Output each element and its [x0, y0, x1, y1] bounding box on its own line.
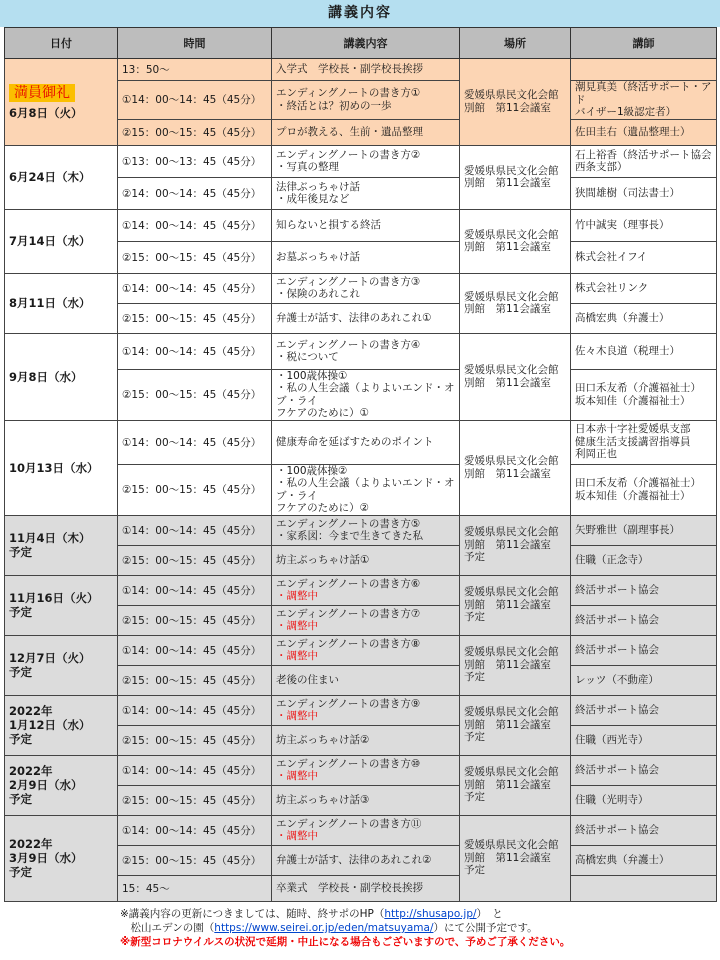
venue-line: 愛媛県県民文化会館: [464, 455, 559, 467]
date-text: 2月9日（水）: [9, 778, 83, 792]
session-time: ②15：00～15：45（45分）: [118, 369, 272, 420]
topic-line: ・終活とは？初めの一歩: [276, 99, 392, 112]
table-row: [5, 145, 717, 177]
lecturer-line: 住職（光明寺）: [575, 793, 649, 806]
session-venue: [460, 575, 571, 635]
topic-line: お墓ぶっちゃけ話: [276, 250, 360, 263]
session-time: ②15：00～15：45（45分）: [118, 303, 272, 333]
footer-text: ） と: [476, 908, 503, 920]
date-text: 2022年: [9, 764, 53, 778]
topic-line: ・成年後見など: [276, 193, 350, 205]
lecturer-line: 終活サポート協会: [575, 703, 659, 716]
lecturer-line: 佐田圭右（遺品整理士）: [575, 125, 691, 138]
lecturer-line: 坂本知佳（介護福祉士）: [575, 489, 691, 502]
table-row: [5, 59, 717, 81]
topic-line: ・税について: [276, 351, 339, 363]
table-row: [5, 815, 717, 845]
date-text: 11月4日（木）: [9, 531, 91, 545]
session-lecturer: [571, 303, 717, 333]
lecturer-line: 石上裕香（終活サポート協会: [575, 148, 712, 161]
session-time: ②15：00～15：45（45分）: [118, 241, 272, 273]
topic-line: ・家系図：今まで生きてきた私: [276, 530, 423, 542]
session-topic: [272, 755, 460, 785]
session-time: ①14：00～14：45（45分）: [118, 695, 272, 725]
session-venue: [460, 755, 571, 815]
venue-line: 愛媛県県民文化会館: [464, 646, 559, 659]
session-date: [5, 209, 118, 273]
venue-line: 別館 第11会議室: [464, 376, 551, 389]
session-topic: [272, 545, 460, 575]
session-time: ②15：00～15：45（45分）: [118, 725, 272, 755]
session-topic: [272, 845, 460, 875]
lecturer-line: 健康生活支援講習指導員: [575, 435, 691, 448]
footer-text: 松山エデンの園（: [120, 922, 215, 934]
topic-line: エンディングノートの書き方⑩: [276, 757, 421, 770]
topic-line: 健康寿命を延ばすためのポイント: [276, 435, 434, 448]
date-text: 1月12日（水）: [9, 718, 91, 732]
col-header-lecturer: 講師: [571, 28, 717, 59]
session-time: 13：50～: [118, 59, 272, 81]
topic-line: 入学式 学校長・副学校長挨拶: [276, 63, 423, 76]
session-time: ①14：00～14：45（45分）: [118, 815, 272, 845]
session-topic: [272, 695, 460, 725]
venue-line: 別館 第11会議室: [464, 851, 551, 864]
date-text: 6月8日（火）: [9, 105, 83, 120]
session-topic: [272, 420, 460, 464]
session-time: ①14：00～14：45（45分）: [118, 81, 272, 120]
page-title: 講義内容: [0, 0, 720, 27]
session-time: ②15：00～15：45（45分）: [118, 785, 272, 815]
topic-line: エンディングノートの書き方⑪: [276, 817, 422, 830]
lecturer-line: バイザー1級認定者）: [575, 106, 677, 118]
col-header-date: 日付: [5, 28, 118, 59]
session-topic: [272, 303, 460, 333]
session-topic: [272, 815, 460, 845]
col-header-topic: 講義内容: [272, 28, 460, 59]
date-text: 2022年: [9, 837, 53, 851]
lecturer-line: 株式会社イフイ: [575, 250, 648, 263]
session-time: ②15：00～15：45（45分）: [118, 665, 272, 695]
session-venue: [460, 515, 571, 575]
date-text: 9月8日（水）: [9, 369, 83, 384]
session-topic: [272, 635, 460, 665]
lecturer-line: 利岡正也: [575, 448, 617, 461]
topic-line: エンディングノートの書き方③: [276, 275, 421, 288]
date-text: 2022年: [9, 704, 53, 718]
session-lecturer: [571, 119, 717, 145]
session-time: 15：45～: [118, 875, 272, 901]
footer-text: ※講義内容の更新につきましては、随時、終サポのHP（: [120, 908, 385, 920]
session-lecturer: [571, 177, 717, 209]
session-time: ①14：00～14：45（45分）: [118, 635, 272, 665]
session-venue: [460, 333, 571, 420]
session-date: [5, 420, 118, 515]
footer-update-note-2: [120, 921, 710, 935]
session-venue: [460, 59, 571, 146]
lecturer-line: 高橋宏典（弁護士）: [575, 853, 670, 866]
venue-line: 別館 第11会議室: [464, 598, 551, 611]
session-time: ②15：00～15：45（45分）: [118, 119, 272, 145]
venue-line: 予定: [464, 731, 485, 744]
session-time: ②15：00～15：45（45分）: [118, 605, 272, 635]
session-time: ②15：00～15：45（45分）: [118, 845, 272, 875]
topic-line: エンディングノートの書き方④: [276, 338, 421, 351]
tentative-label: 予定: [9, 792, 32, 806]
session-lecturer: [571, 575, 717, 605]
lecturer-line: 住職（正念寺）: [575, 553, 649, 566]
session-topic: [272, 177, 460, 209]
topic-line: エンディングノートの書き方⑥: [276, 577, 421, 590]
session-topic: [272, 785, 460, 815]
session-date: [5, 333, 118, 420]
topic-line: エンディングノートの書き方⑨: [276, 697, 421, 710]
session-lecturer: [571, 209, 717, 241]
topic-line: ・私の人生会議（よりよいエンド・オブ・ライ: [276, 382, 455, 407]
footer-notes: [120, 907, 710, 949]
pending-note: ・調整中: [276, 650, 318, 662]
topic-line: 知らないと損する終活: [276, 218, 381, 231]
table-row: [5, 333, 717, 369]
table-row: [5, 420, 717, 464]
session-lecturer: [571, 875, 717, 901]
topic-line: ・私の人生会議（よりよいエンド・オブ・ライ: [276, 477, 455, 502]
session-time: ①14：00～14：45（45分）: [118, 515, 272, 545]
topic-line: フケアのために）①: [276, 407, 370, 419]
session-venue: [460, 635, 571, 695]
table-row: [5, 695, 717, 725]
session-lecturer: [571, 845, 717, 875]
topic-line: ・100歳体操①: [276, 369, 348, 382]
lecturer-line: 終活サポート協会: [575, 823, 659, 836]
venue-line: 予定: [464, 864, 485, 877]
venue-line: 愛媛県県民文化会館: [464, 364, 559, 376]
date-text: 7月14日（水）: [9, 234, 91, 248]
date-text: 11月16日（火）: [9, 591, 99, 605]
session-time: ①14：00～14：45（45分）: [118, 755, 272, 785]
session-lecturer: [571, 665, 717, 695]
sold-out-badge: 満員御礼: [9, 84, 75, 102]
shusapo-link[interactable]: http://shusapo.jp/: [384, 908, 477, 920]
session-lecturer: [571, 545, 717, 575]
session-topic: [272, 575, 460, 605]
session-lecturer: [571, 81, 717, 120]
venue-line: 別館 第11会議室: [464, 101, 551, 114]
session-lecturer: [571, 515, 717, 545]
footer-text: ）にて公開予定です。: [433, 922, 538, 934]
topic-line: 坊主ぶっちゃけ話②: [276, 733, 370, 746]
session-date: [5, 145, 118, 209]
venue-line: 別館 第11会議室: [464, 241, 551, 253]
session-venue: [460, 420, 571, 515]
topic-line: 弁護士が話す、法律のあれこれ①: [276, 311, 432, 324]
pending-note: ・調整中: [276, 770, 318, 782]
session-venue: [460, 145, 571, 209]
session-topic: [272, 209, 460, 241]
session-topic: [272, 241, 460, 273]
eden-link[interactable]: https://www.seirei.or.jp/eden/matsuyama/: [214, 922, 434, 934]
lecturer-line: 終活サポート協会: [575, 583, 659, 596]
table-row: [5, 515, 717, 545]
session-lecturer: [571, 333, 717, 369]
topic-line: 法律ぶっちゃけ話: [276, 180, 360, 193]
session-date: [5, 635, 118, 695]
pending-note: ・調整中: [276, 620, 318, 632]
session-topic: [272, 665, 460, 695]
session-venue: [460, 695, 571, 755]
session-date: [5, 515, 118, 575]
lecturer-line: 田口禾友希（介護福祉士）: [575, 382, 701, 394]
topic-line: ・保険のあれこれ: [276, 288, 360, 300]
session-venue: [460, 209, 571, 273]
venue-line: 別館 第11会議室: [464, 778, 551, 791]
venue-line: 別館 第11会議室: [464, 467, 551, 480]
session-time: ②15：00～15：45（45分）: [118, 464, 272, 515]
session-topic: [272, 875, 460, 901]
lecturer-line: 株式会社リンク: [575, 281, 649, 294]
table-row: [5, 755, 717, 785]
venue-line: 愛媛県県民文化会館: [464, 839, 559, 852]
lecturer-line: 終活サポート協会: [575, 643, 659, 656]
topic-line: エンディングノートの書き方⑤: [276, 517, 421, 530]
venue-line: 別館 第11会議室: [464, 303, 551, 315]
covid-warning: ※新型コロナウイルスの状況で延期・中止になる場合もございますので、予めご了承ください。: [120, 936, 571, 948]
venue-line: 愛媛県県民文化会館: [464, 586, 559, 599]
venue-line: 予定: [464, 611, 485, 624]
topic-line: エンディングノートの書き方①: [276, 87, 421, 100]
date-text: 8月11日（水）: [9, 296, 91, 310]
session-date: [5, 755, 118, 815]
date-text: 6月24日（木）: [9, 170, 91, 184]
date-text: 3月9日（水）: [9, 851, 83, 865]
venue-line: 別館 第11会議室: [464, 718, 551, 731]
topic-line: 老後の住まい: [276, 673, 339, 686]
lecturer-line: 潮見真美（終活サポート・アド: [575, 81, 712, 106]
venue-line: 愛媛県県民文化会館: [464, 89, 559, 102]
tentative-label: 予定: [9, 605, 32, 619]
session-lecturer: [571, 420, 717, 464]
session-time: ①14：00～14：45（45分）: [118, 273, 272, 303]
table-row: [5, 575, 717, 605]
session-time: ②15：00～15：45（45分）: [118, 545, 272, 575]
session-time: ①14：00～14：45（45分）: [118, 209, 272, 241]
topic-line: エンディングノートの書き方②: [276, 148, 421, 161]
session-lecturer: [571, 755, 717, 785]
lecturer-line: 高橋宏典（弁護士）: [575, 311, 670, 324]
lecturer-line: 佐々木良道（税理士）: [575, 344, 680, 357]
venue-line: 予定: [464, 671, 485, 684]
venue-line: 予定: [464, 791, 485, 804]
schedule-table: [4, 27, 717, 902]
table-row: [5, 209, 717, 241]
footer-update-note: [120, 907, 710, 921]
topic-line: フケアのために）②: [276, 502, 370, 514]
session-lecturer: [571, 635, 717, 665]
session-lecturer: [571, 59, 717, 81]
col-header-time: 時間: [118, 28, 272, 59]
session-topic: [272, 725, 460, 755]
table-row: [5, 273, 717, 303]
session-lecturer: [571, 695, 717, 725]
topic-line: 坊主ぶっちゃけ話③: [276, 793, 370, 806]
session-date: [5, 59, 118, 146]
venue-line: 予定: [464, 551, 485, 564]
venue-line: 愛媛県県民文化会館: [464, 290, 559, 303]
col-header-place: 場所: [460, 28, 571, 59]
session-lecturer: [571, 785, 717, 815]
tentative-label: 予定: [9, 732, 32, 746]
session-topic: [272, 515, 460, 545]
session-lecturer: [571, 273, 717, 303]
date-text: 10月13日（水）: [9, 460, 99, 475]
tentative-label: 予定: [9, 545, 32, 559]
session-venue: [460, 273, 571, 333]
pending-note: ・調整中: [276, 590, 318, 602]
session-lecturer: [571, 369, 717, 420]
session-topic: [272, 119, 460, 145]
session-lecturer: [571, 725, 717, 755]
session-topic: [272, 464, 460, 515]
lecturer-line: 終活サポート協会: [575, 763, 659, 776]
venue-line: 別館 第11会議室: [464, 658, 551, 671]
venue-line: 愛媛県県民文化会館: [464, 164, 559, 177]
lecturer-line: 矢野雅世（副理事長）: [575, 523, 680, 536]
session-date: [5, 273, 118, 333]
session-time: ①13：00～13：45（45分）: [118, 145, 272, 177]
lecturer-line: 坂本知佳（介護福祉士）: [575, 394, 691, 407]
tentative-label: 予定: [9, 865, 32, 879]
session-topic: [272, 369, 460, 420]
venue-line: 愛媛県県民文化会館: [464, 228, 559, 241]
session-lecturer: [571, 241, 717, 273]
venue-line: 愛媛県県民文化会館: [464, 706, 559, 719]
venue-line: 別館 第11会議室: [464, 177, 551, 189]
session-venue: [460, 815, 571, 901]
topic-line: 弁護士が話す、法律のあれこれ②: [276, 853, 432, 866]
session-time: ①14：00～14：45（45分）: [118, 575, 272, 605]
lecturer-line: 日本赤十字社愛媛県支部: [575, 423, 691, 436]
lecturer-line: 竹中誠実（理事長）: [575, 218, 670, 231]
session-lecturer: [571, 145, 717, 177]
tentative-label: 予定: [9, 665, 32, 679]
pending-note: ・調整中: [276, 710, 318, 722]
date-text: 12月7日（火）: [9, 651, 91, 665]
lecturer-line: 狭間雄樹（司法書士）: [575, 186, 680, 199]
session-lecturer: [571, 464, 717, 515]
venue-line: 愛媛県県民文化会館: [464, 766, 559, 779]
lecturer-line: 住職（西光寺）: [575, 733, 649, 746]
topic-line: プロが教える、生前・遺品整理: [276, 125, 423, 138]
venue-line: 別館 第11会議室: [464, 538, 551, 551]
session-topic: [272, 273, 460, 303]
session-date: [5, 815, 118, 901]
venue-line: 愛媛県県民文化会館: [464, 526, 559, 539]
lecturer-line: 西条支部）: [575, 161, 628, 173]
session-topic: [272, 605, 460, 635]
lecturer-line: 終活サポート協会: [575, 613, 659, 626]
session-topic: [272, 81, 460, 120]
topic-line: 坊主ぶっちゃけ話①: [276, 553, 370, 566]
session-lecturer: [571, 605, 717, 635]
topic-line: エンディングノートの書き方⑧: [276, 637, 421, 650]
table-row: [5, 635, 717, 665]
session-lecturer: [571, 815, 717, 845]
lecturer-line: レッツ（不動産）: [575, 673, 659, 686]
pending-note: ・調整中: [276, 830, 318, 842]
topic-line: ・写真の整理: [276, 161, 339, 173]
topic-line: 卒業式 学校長・副学校長挨拶: [276, 881, 423, 894]
table-header-row: [5, 28, 717, 59]
session-time: ①14：00～14：45（45分）: [118, 420, 272, 464]
session-date: [5, 575, 118, 635]
session-topic: [272, 333, 460, 369]
session-time: ①14：00～14：45（45分）: [118, 333, 272, 369]
session-topic: [272, 59, 460, 81]
session-time: ②14：00～14：45（45分）: [118, 177, 272, 209]
session-date: [5, 695, 118, 755]
lecturer-line: 田口禾友希（介護福祉士）: [575, 477, 701, 489]
session-topic: [272, 145, 460, 177]
topic-line: エンディングノートの書き方⑦: [276, 607, 421, 620]
topic-line: ・100歳体操②: [276, 464, 348, 477]
